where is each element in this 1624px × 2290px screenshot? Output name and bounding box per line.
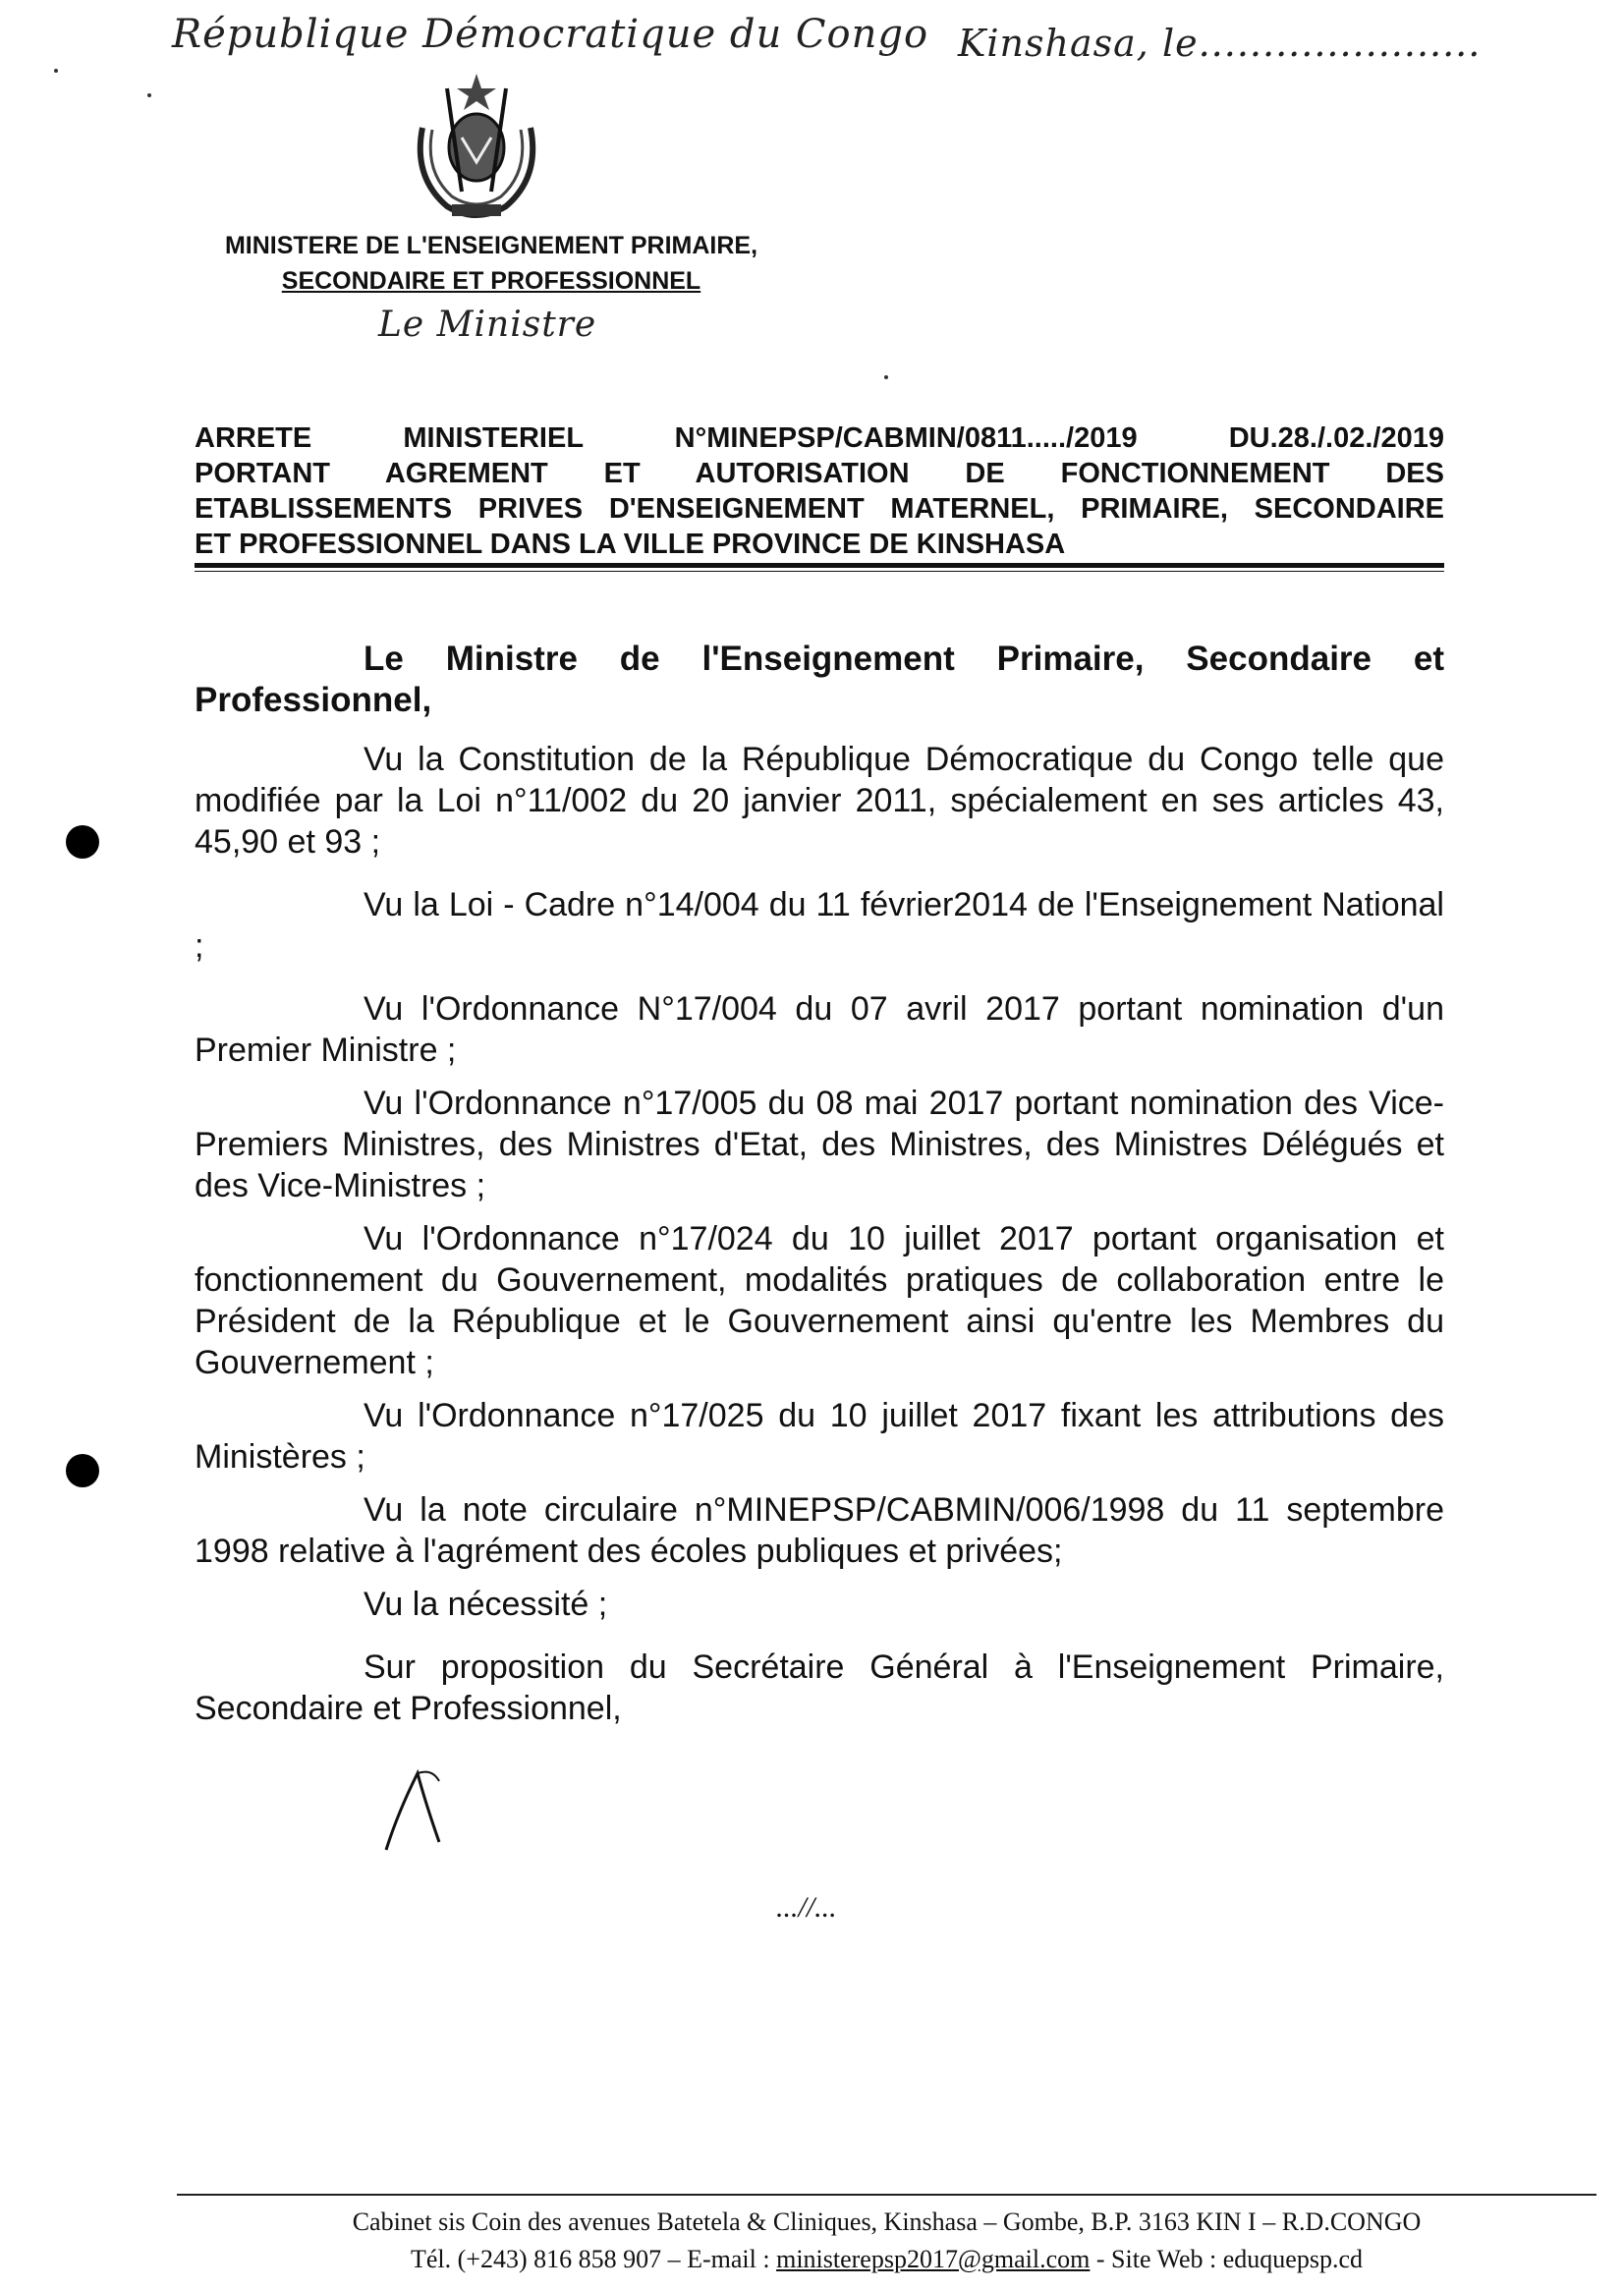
- footer-phone: Tél. (+243) 816 858 907 – E-mail :: [410, 2245, 777, 2273]
- scan-speck: [54, 69, 58, 73]
- decree-title-line2: PORTANT AGREMENT ET AUTORISATION DE FONCTIONNEMENT DES: [195, 458, 1444, 489]
- footer-contact-line: [177, 2241, 1596, 2278]
- decree-body: [195, 639, 1444, 1751]
- footer-email-link[interactable]: ministerepsp2017@gmail.com: [776, 2245, 1091, 2273]
- scan-speck: [147, 93, 151, 97]
- recital-ordonnance-ministres: Vu l'Ordonnance n°17/005 du 08 mai 2017 portant nomination des Vice-Premiers Ministres, des Ministres d'Etat, des Ministres, des Ministres Délégués et des Vice-Ministres ;: [195, 1085, 1444, 1204]
- ministry-line2: SECONDAIRE ET PROFESSIONNEL: [281, 267, 701, 295]
- continuation-mark: ...//...: [776, 1891, 837, 1924]
- recital-ordonnance-attributions: Vu l'Ordonnance n°17/025 du 10 juillet 2017 fixant les attributions des Ministères ;: [195, 1397, 1444, 1476]
- recital-necessite: Vu la nécessité ;: [364, 1586, 608, 1623]
- recital-note-circulaire: Vu la note circulaire n°MINEPSP/CABMIN/006/1998 du 11 septembre 1998 relative à l'agrément des écoles publiques et privées;: [195, 1491, 1444, 1570]
- recital-ordonnance-gouvernement: Vu l'Ordonnance n°17/024 du 10 juillet 2017 portant organisation et fonctionnement du Gouvernement, modalités pratiques de collaboration entre le Président de la République et le Gouvernement ainsi qu'entre les Membres du Gouvernement ;: [195, 1220, 1444, 1381]
- footer-website: - Site Web : eduquepsp.cd: [1090, 2245, 1363, 2273]
- signatory-title: Le Ministre: [378, 305, 597, 345]
- title-divider-thin: [195, 571, 1444, 572]
- recital-proposition: Sur proposition du Secrétaire Général à l'Enseignement Primaire, Secondaire et Professionnel,: [195, 1648, 1444, 1727]
- footer-contact: [177, 2204, 1596, 2278]
- punch-hole-dot: [66, 825, 99, 859]
- decree-title-line4: ET PROFESSIONNEL DANS LA VILLE PROVINCE DE KINSHASA: [195, 529, 1066, 560]
- country-header: République Démocratique du Congo: [172, 12, 929, 57]
- recital-ordonnance-premier-ministre: Vu l'Ordonnance N°17/004 du 07 avril 2017 portant nomination d'un Premier Ministre ;: [195, 990, 1444, 1069]
- punch-hole-dot: [66, 1454, 99, 1487]
- handwritten-initial: [378, 1763, 447, 1857]
- decree-title: [195, 420, 1444, 562]
- body-heading: Le Ministre de l'Enseignement Primaire, Secondaire et Professionnel,: [195, 640, 1444, 719]
- scan-speck: [884, 375, 888, 379]
- footer-address: Cabinet sis Coin des avenues Batetela & Cliniques, Kinshasa – Gombe, B.P. 3163 KIN I – R.D.CONGO: [352, 2207, 1422, 2236]
- place-date-header: Kinshasa, le......................: [958, 22, 1482, 65]
- recital-constitution: Vu la Constitution de la République Démocratique du Congo telle que modifiée par la Loi n°11/002 du 20 janvier 2011, spécialement en ses articles 43, 45,90 et 93 ;: [195, 741, 1444, 861]
- decree-title-line1: ARRETE MINISTERIEL N°MINEPSP/CABMIN/0811...../2019 DU.28./.02./2019: [195, 422, 1444, 454]
- decree-title-line3: ETABLISSEMENTS PRIVES D'ENSEIGNEMENT MATERNEL, PRIMAIRE, SECONDAIRE: [195, 493, 1444, 525]
- ministry-line1: MINISTERE DE L'ENSEIGNEMENT PRIMAIRE,: [224, 232, 758, 259]
- footer-divider: [177, 2194, 1596, 2196]
- recital-loi-cadre: Vu la Loi - Cadre n°14/004 du 11 février2014 de l'Enseignement National ;: [195, 886, 1444, 965]
- coat-of-arms-emblem: [403, 69, 550, 226]
- ministry-name: [201, 228, 781, 299]
- title-divider: [195, 563, 1444, 568]
